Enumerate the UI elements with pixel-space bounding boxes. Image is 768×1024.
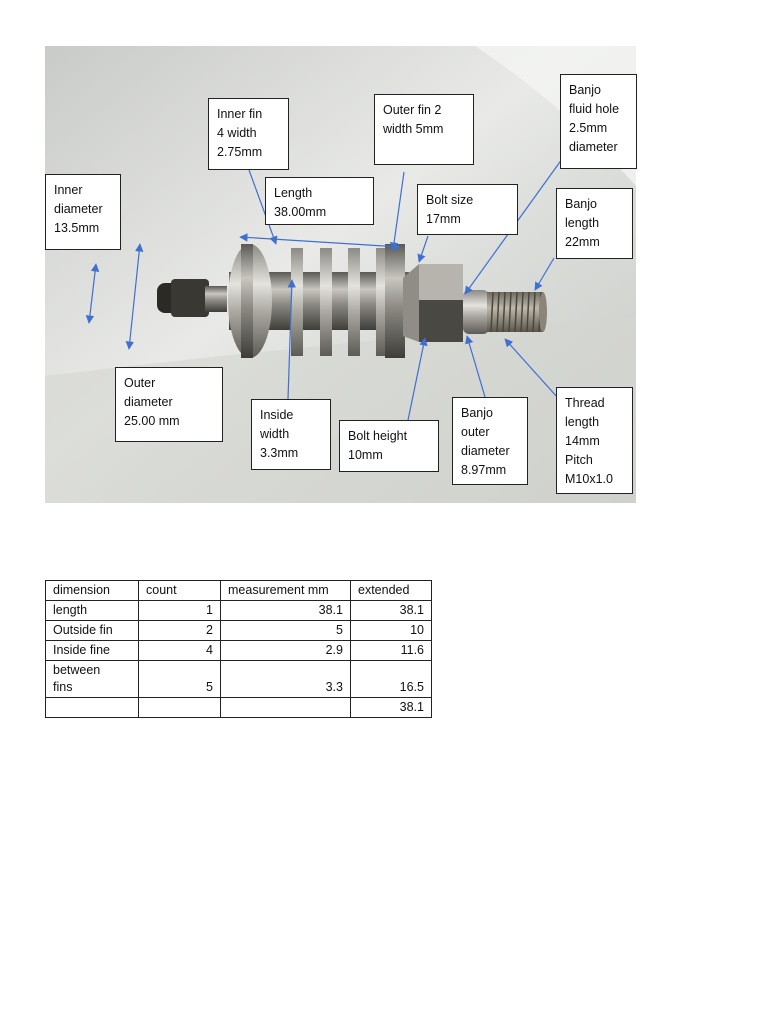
banjo-fluid-hole-callout: Banjo fluid hole 2.5mm diameter [560, 74, 637, 169]
inner-fin-callout: Inner fin 4 width 2.75mm [208, 98, 289, 170]
cell-count: 4 [139, 641, 221, 661]
table-row [46, 601, 432, 621]
cell-dimension [46, 698, 139, 718]
table-row [46, 641, 432, 661]
cell-dimension: Inside fine [46, 641, 139, 661]
length-callout: Length 38.00mm [265, 177, 374, 225]
cell-extended: 38.1 [351, 601, 432, 621]
cell-extended: 38.1 [351, 698, 432, 718]
cell-measurement [221, 698, 351, 718]
dimension-table [45, 580, 432, 718]
cell-dimension: Outside fin [46, 621, 139, 641]
table-row [46, 621, 432, 641]
cell-extended: 16.5 [351, 661, 432, 698]
cell-count: 5 [139, 661, 221, 698]
cell-extended: 11.6 [351, 641, 432, 661]
header-extended: extended [351, 581, 432, 601]
banjo-length-callout: Banjo length 22mm [556, 188, 633, 259]
thread-callout: Thread length 14mm Pitch M10x1.0 [556, 387, 633, 494]
cell-measurement: 38.1 [221, 601, 351, 621]
banjo-outer-diameter-callout: Banjo outer diameter 8.97mm [452, 397, 528, 485]
header-count: count [139, 581, 221, 601]
outer-diameter-callout: Outer diameter 25.00 mm [115, 367, 223, 442]
table-header-row [46, 581, 432, 601]
cell-count: 2 [139, 621, 221, 641]
cell-dimension: length [46, 601, 139, 621]
cell-measurement: 2.9 [221, 641, 351, 661]
cell-measurement: 3.3 [221, 661, 351, 698]
bolt-size-callout: Bolt size 17mm [417, 184, 518, 235]
inner-diameter-callout: Inner diameter 13.5mm [45, 174, 121, 250]
table-row [46, 661, 432, 698]
cell-dimension: between fins [46, 661, 139, 698]
cell-count: 1 [139, 601, 221, 621]
table-total-row [46, 698, 432, 718]
cell-extended: 10 [351, 621, 432, 641]
inside-width-callout: Inside width 3.3mm [251, 399, 331, 470]
cell-measurement: 5 [221, 621, 351, 641]
cell-count [139, 698, 221, 718]
header-measurement: measurement mm [221, 581, 351, 601]
bolt-height-callout: Bolt height 10mm [339, 420, 439, 472]
outer-fin-callout: Outer fin 2 width 5mm [374, 94, 474, 165]
header-dimension: dimension [46, 581, 139, 601]
